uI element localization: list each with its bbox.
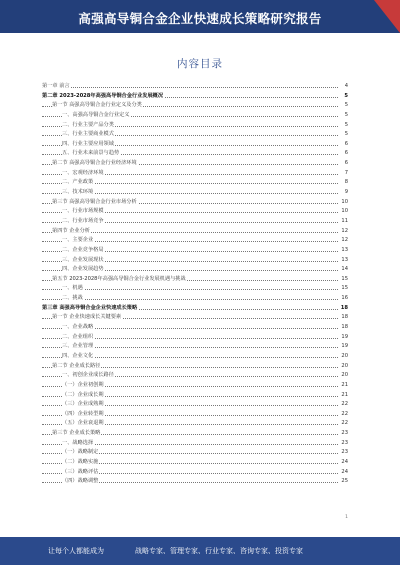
toc-entry[interactable] bbox=[42, 458, 348, 468]
toc-entry[interactable] bbox=[42, 313, 348, 323]
toc-entry-page: 22 bbox=[339, 410, 348, 420]
toc-entry-page: 6 bbox=[339, 159, 348, 169]
toc-entry-page: 21 bbox=[339, 391, 348, 401]
toc-entry-label: （三）企业成熟期 bbox=[62, 400, 105, 410]
toc-entry-page: 10 bbox=[339, 207, 348, 217]
toc-entry-label: 第一节 企业快速成长关键要素 bbox=[52, 313, 122, 323]
toc-entry-label: 第三节 高强高导铜合金行业市场分析 bbox=[52, 198, 138, 208]
toc-entry-page: 19 bbox=[339, 342, 348, 352]
toc-entry-page: 18 bbox=[339, 304, 348, 314]
toc-entry-page: 6 bbox=[339, 149, 348, 159]
toc-entry-label: 五、行业未来前景与趋势 bbox=[62, 149, 120, 159]
toc-entry-label: 四、企业文化 bbox=[62, 352, 94, 362]
toc-entry-label: 一、宏观经济环境 bbox=[62, 169, 105, 179]
toc-entry[interactable] bbox=[42, 362, 348, 372]
toc-entry-label: 第二节 企业成长路径 bbox=[52, 362, 101, 372]
toc-entry-label: 三、企业发展现状 bbox=[62, 256, 105, 266]
report-header bbox=[0, 0, 400, 33]
toc-entry-label: 一、机遇 bbox=[62, 284, 84, 294]
toc-entry-page: 11 bbox=[339, 217, 348, 227]
toc-entry-page: 4 bbox=[339, 82, 348, 92]
toc-entry[interactable] bbox=[42, 275, 348, 285]
toc-entry-page: 5 bbox=[339, 111, 348, 121]
toc-entry[interactable] bbox=[42, 333, 348, 343]
toc-entry-label: 二、企业竞争格局 bbox=[62, 246, 105, 256]
toc-entry-label: 一、初创企业成长路径 bbox=[62, 371, 115, 381]
toc-entry[interactable] bbox=[42, 419, 348, 429]
toc-entry[interactable] bbox=[42, 159, 348, 169]
toc-entry-page: 22 bbox=[339, 400, 348, 410]
toc-entry-page: 18 bbox=[339, 323, 348, 333]
toc-entry-label: （四）企业转型期 bbox=[62, 410, 105, 420]
toc-entry[interactable] bbox=[42, 207, 348, 217]
toc-entry[interactable] bbox=[42, 256, 348, 266]
toc-entry[interactable] bbox=[42, 352, 348, 362]
toc-entry-label: 第一节 高强高导铜合金行业定义及分类 bbox=[52, 101, 143, 111]
toc-entry-page: 20 bbox=[339, 371, 348, 381]
toc-entry[interactable] bbox=[42, 92, 348, 102]
toc-entry[interactable] bbox=[42, 400, 348, 410]
toc-entry[interactable] bbox=[42, 111, 348, 121]
toc-entry-label: 一、行业市场规模 bbox=[62, 207, 105, 217]
toc-entry[interactable] bbox=[42, 82, 348, 92]
toc-entry-label: （四）战略调整 bbox=[62, 477, 99, 487]
toc-entry-label: 一、企业战略 bbox=[62, 323, 94, 333]
toc-entry-label: 二、挑战 bbox=[62, 294, 84, 304]
toc-entry-page: 25 bbox=[339, 477, 348, 487]
toc-entry[interactable] bbox=[42, 284, 348, 294]
toc-leader-dots bbox=[42, 87, 338, 88]
toc-entry[interactable] bbox=[42, 178, 348, 188]
toc-entry-label: 四、行业主要应用领域 bbox=[62, 140, 115, 150]
toc-entry[interactable] bbox=[42, 140, 348, 150]
toc-entry-page: 5 bbox=[339, 121, 348, 131]
toc-leader-dots bbox=[42, 299, 338, 300]
toc-entry-label: 一、主要企业 bbox=[62, 236, 94, 246]
toc-entry-label: 一、战略选择 bbox=[62, 439, 94, 449]
toc-entry-page: 13 bbox=[339, 246, 348, 256]
toc-entry-label: 第一章 前言 bbox=[42, 82, 71, 92]
toc-entry-label: 四、企业发展趋势 bbox=[62, 265, 105, 275]
toc-entry[interactable] bbox=[42, 439, 348, 449]
toc-entry[interactable] bbox=[42, 227, 348, 237]
toc-entry-page: 23 bbox=[339, 448, 348, 458]
toc-entry-page: 9 bbox=[339, 188, 348, 198]
toc-entry[interactable] bbox=[42, 236, 348, 246]
toc-entry-label: 第四节 企业分析 bbox=[52, 227, 91, 237]
toc-entry-label: 三、技术环境 bbox=[62, 188, 94, 198]
toc-entry-page: 13 bbox=[339, 256, 348, 266]
toc-entry-label: 二、产业政策 bbox=[62, 178, 94, 188]
toc-entry-page: 24 bbox=[339, 458, 348, 468]
toc-entry-page: 15 bbox=[339, 275, 348, 285]
toc-entry-label: （一）战略制定 bbox=[62, 448, 99, 458]
header-accent-triangle bbox=[374, 0, 400, 33]
toc-entry-label: （二）战略实施 bbox=[62, 458, 99, 468]
toc-entry[interactable] bbox=[42, 121, 348, 131]
toc-entry[interactable] bbox=[42, 381, 348, 391]
footer-slogan: 让每个人都能成为 bbox=[48, 547, 104, 555]
toc-entry-label: 第二节 高强高导铜合金行业经济环境 bbox=[52, 159, 138, 169]
toc-entry-label: 二、行业市场竞争 bbox=[62, 217, 105, 227]
toc-entry-page: 15 bbox=[339, 284, 348, 294]
toc-entry-label: 二、企业组织 bbox=[62, 333, 94, 343]
toc-entry-page: 23 bbox=[339, 429, 348, 439]
toc-entry[interactable] bbox=[42, 429, 348, 439]
toc-entry-page: 24 bbox=[339, 468, 348, 478]
toc-entry[interactable] bbox=[42, 342, 348, 352]
page-number: 1 bbox=[345, 515, 348, 520]
toc-entry-label: （三）战略评估 bbox=[62, 468, 99, 478]
toc-entry-page: 5 bbox=[339, 101, 348, 111]
toc-entry[interactable] bbox=[42, 149, 348, 159]
toc-title: 内容目录 bbox=[177, 58, 223, 70]
toc-entry[interactable] bbox=[42, 198, 348, 208]
toc-entry-page: 14 bbox=[339, 265, 348, 275]
toc-entry[interactable] bbox=[42, 323, 348, 333]
toc-entry[interactable] bbox=[42, 265, 348, 275]
toc-entry-page: 22 bbox=[339, 419, 348, 429]
toc-entry[interactable] bbox=[42, 217, 348, 227]
toc-entry-page: 7 bbox=[339, 169, 348, 179]
toc-leader-dots bbox=[42, 289, 338, 290]
toc-entry-label: 一、高强高导铜合金行业定义 bbox=[62, 111, 130, 121]
toc-entry[interactable] bbox=[42, 169, 348, 179]
toc-entry[interactable] bbox=[42, 101, 348, 111]
toc-entry-page: 20 bbox=[339, 362, 348, 372]
toc-entry[interactable] bbox=[42, 468, 348, 478]
toc-entry-label: 三、行业主要商业模式 bbox=[62, 130, 115, 140]
toc-entry-label: 第三章 高强高导铜合金企业快速成长策略 bbox=[42, 304, 138, 314]
toc-entry-page: 6 bbox=[339, 140, 348, 150]
toc-entry-page: 12 bbox=[339, 236, 348, 246]
toc-entry-label: （五）企业衰退期 bbox=[62, 419, 105, 429]
table-of-contents bbox=[42, 82, 348, 487]
footer-expert-list: 战略专家、管理专家、行业专家、咨询专家、投资专家 bbox=[135, 547, 303, 555]
toc-entry-page: 21 bbox=[339, 381, 348, 391]
toc-entry-page: 16 bbox=[339, 294, 348, 304]
toc-entry-page: 5 bbox=[339, 92, 348, 102]
toc-entry-label: 三、企业管理 bbox=[62, 342, 94, 352]
toc-entry[interactable] bbox=[42, 448, 348, 458]
toc-entry[interactable] bbox=[42, 188, 348, 198]
toc-entry[interactable] bbox=[42, 294, 348, 304]
toc-entry[interactable] bbox=[42, 477, 348, 487]
toc-entry-page: 23 bbox=[339, 439, 348, 449]
toc-entry[interactable] bbox=[42, 391, 348, 401]
report-footer bbox=[0, 537, 400, 565]
toc-entry-page: 18 bbox=[339, 313, 348, 323]
toc-entry[interactable] bbox=[42, 410, 348, 420]
toc-entry-page: 20 bbox=[339, 352, 348, 362]
toc-entry-label: （一）企业初创期 bbox=[62, 381, 105, 391]
toc-entry-page: 10 bbox=[339, 198, 348, 208]
toc-entry-label: 第三节 企业成长策略 bbox=[52, 429, 101, 439]
toc-entry-page: 12 bbox=[339, 227, 348, 237]
report-title: 高强高导铜合金企业快速成长策略研究报告 bbox=[78, 11, 322, 26]
toc-entry-page: 8 bbox=[339, 178, 348, 188]
toc-entry-page: 5 bbox=[339, 130, 348, 140]
toc-entry-label: 第二章 2023-2028年高强高导铜合金行业发展概况 bbox=[42, 92, 164, 102]
toc-entry-label: 二、行业主要产品分类 bbox=[62, 121, 115, 131]
toc-entry-page: 19 bbox=[339, 333, 348, 343]
toc-entry[interactable] bbox=[42, 304, 348, 314]
toc-entry[interactable] bbox=[42, 246, 348, 256]
toc-entry-label: （二）企业成长期 bbox=[62, 391, 105, 401]
toc-entry-label: 第五节 2023-2028年高强高导铜合金行业发展机遇与挑战 bbox=[52, 275, 187, 285]
toc-entry[interactable] bbox=[42, 371, 348, 381]
toc-entry[interactable] bbox=[42, 130, 348, 140]
